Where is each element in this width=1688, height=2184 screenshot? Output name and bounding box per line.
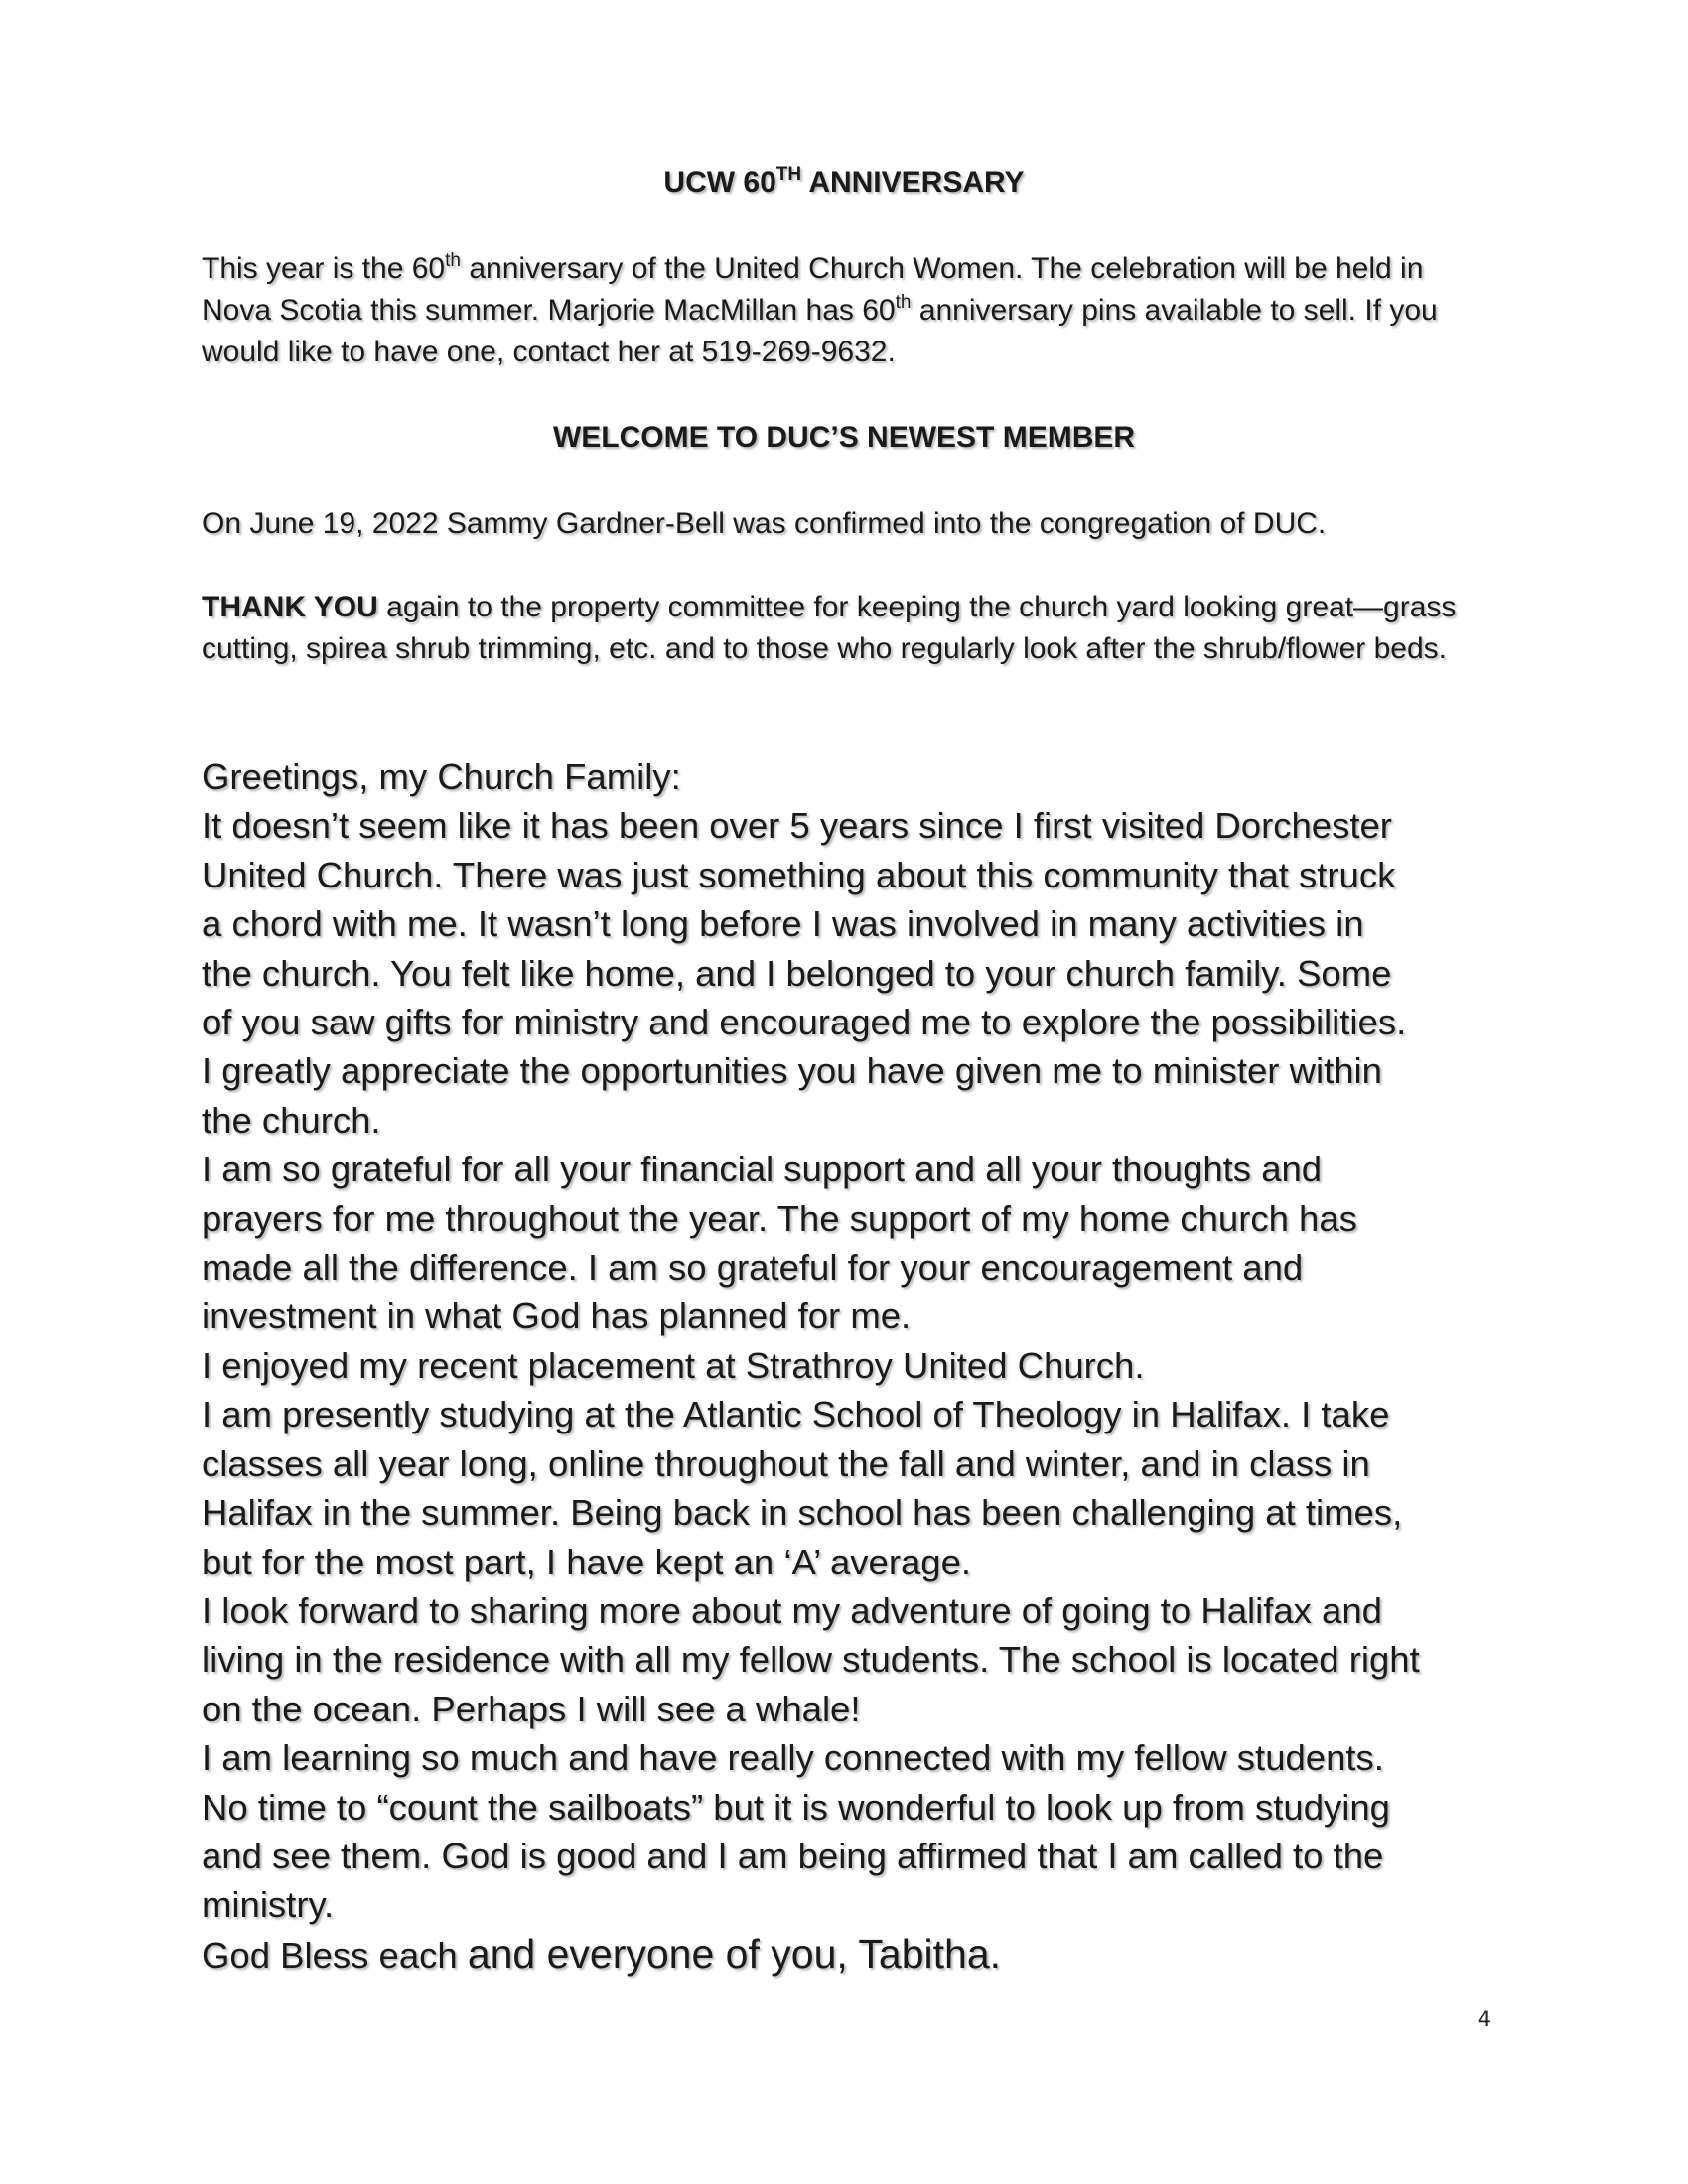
letter-line: I am presently studying at the Atlantic School of Theology in Halifax. I take	[202, 1394, 1390, 1435]
letter-line: No time to “count the sailboats” but it is wonderful to look up from studying	[202, 1786, 1390, 1828]
letter-line: a chord with me. It wasn’t long before I was involved in many activities in	[202, 903, 1364, 945]
closing-signature: and everyone of you, Tabitha.	[467, 1930, 1002, 1977]
thank-you-paragraph	[202, 587, 1492, 670]
letter-line: I am learning so much and have really connected with my fellow students.	[202, 1737, 1384, 1779]
letter-line: the church.	[202, 1099, 381, 1141]
page-number: 4	[1477, 2007, 1491, 2031]
ucw-heading-text: UCW 60	[663, 166, 776, 199]
letter-line: on the ocean. Perhaps I will see a whale!	[202, 1688, 861, 1729]
letter-line: made all the difference. I am so grateful for your encouragement and	[202, 1247, 1304, 1289]
ucw-heading-superscript: TH	[775, 164, 802, 185]
letter-line: of you saw gifts for ministry and encouraged me to explore the possibilities.	[202, 1002, 1407, 1043]
ucw-anniversary-heading	[199, 165, 1489, 201]
welcome-heading: WELCOME TO DUC’S NEWEST MEMBER	[552, 421, 1136, 454]
letter-line: investment in what God has planned for me.	[202, 1296, 912, 1337]
ucw-text-3: anniversary pins available to sell. If you would like to have one, contact her at 519-269-9632.	[202, 294, 1438, 368]
letter-line: I enjoyed my recent placement at Strathroy United Church.	[202, 1344, 1145, 1386]
letter-closing	[202, 1930, 1512, 1979]
letter-line: I look forward to sharing more about my adventure of going to Halifax and	[202, 1589, 1382, 1631]
letter-line: I greatly appreciate the opportunities you have given me to minister within	[202, 1050, 1382, 1092]
thank-you-text: again to the property committee for keeping the church yard looking great—grass cutting, spirea shrub trimming, etc. and to those who regularly look after the shrub/flower beds.	[202, 591, 1457, 665]
letter-line: Halifax in the summer. Being back in school has been challenging at times,	[202, 1492, 1403, 1534]
letter-line: but for the most part, I have kept an ‘A’ average.	[202, 1541, 972, 1582]
ucw-superscript-1: th	[445, 250, 461, 271]
letter-line: ministry.	[202, 1884, 335, 1926]
tabitha-letter	[202, 752, 1512, 1979]
closing-start: God Bless each	[202, 1934, 468, 1976]
ucw-superscript-2: th	[895, 292, 912, 313]
letter-line: and see them. God is good and I am being affirmed that I am called to the	[202, 1835, 1384, 1876]
letter-line: It doesn’t seem like it has been over 5 years since I first visited Dorchester	[202, 805, 1392, 847]
letter-line: Greetings, my Church Family:	[202, 756, 681, 797]
ucw-anniversary-paragraph	[202, 248, 1492, 373]
letter-line: living in the residence with all my fellow students. The school is located right	[202, 1639, 1420, 1681]
letter-line: the church. You felt like home, and I belonged to your church family. Some	[202, 952, 1392, 994]
ucw-text-2: anniversary of the United Church Women. The celebration will be held in Nova Scotia this summer. Marjorie MacMillan has 60	[202, 252, 1424, 327]
welcome-paragraph: On June 19, 2022 Sammy Gardner-Bell was confirmed into the congregation of DUC.	[202, 507, 1327, 540]
letter-line: United Church. There was just something about this community that struck	[202, 854, 1396, 895]
letter-line: classes all year long, online throughout the fall and winter, and in class in	[202, 1442, 1370, 1484]
ucw-heading-text-end: ANNIVERSARY	[801, 166, 1025, 199]
letter-line: I am so grateful for all your financial support and all your thoughts and	[202, 1149, 1323, 1190]
ucw-text-1: This year is the 60	[202, 252, 446, 285]
letter-line: prayers for me throughout the year. The support of my home church has	[202, 1197, 1357, 1239]
thank-you-bold: THANK YOU	[202, 591, 378, 623]
